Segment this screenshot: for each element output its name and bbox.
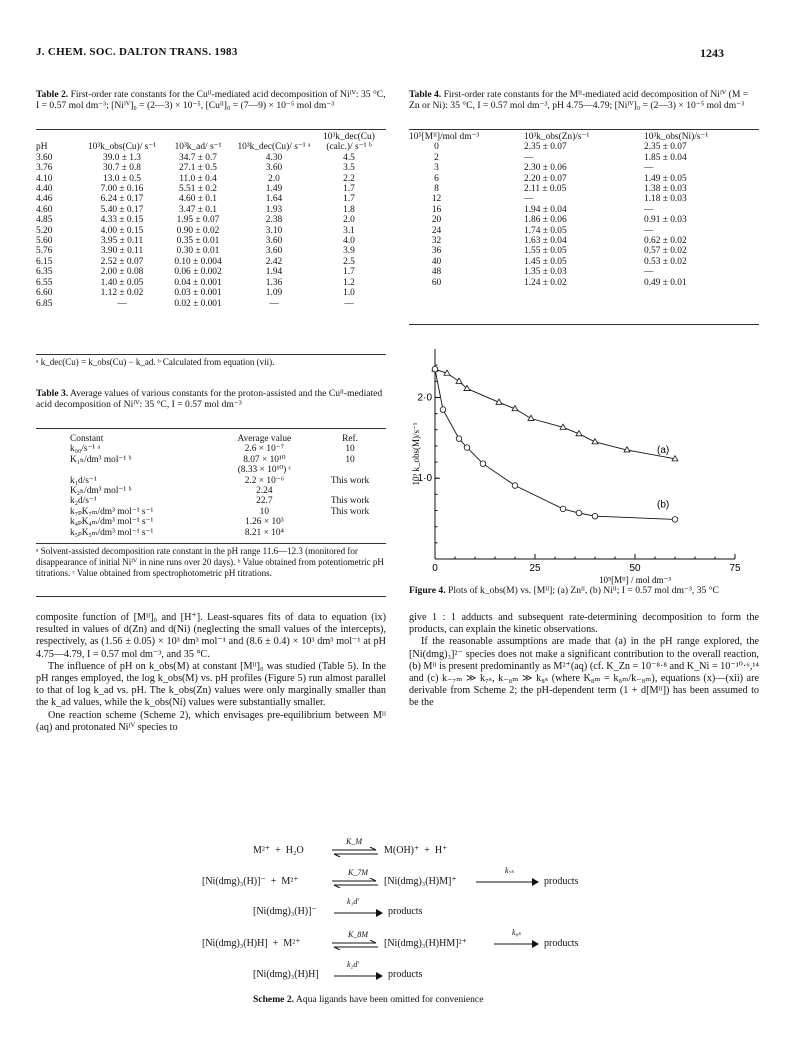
- table3-row-cell: This work: [330, 506, 370, 517]
- table4-col-header: 10³k_obs(Ni)/s⁻¹: [644, 132, 709, 142]
- table2-top-rule: [36, 129, 386, 130]
- scheme-r5-k: k₂d′: [347, 960, 360, 969]
- right-paragraph-2: If the reasonable assumptions are made that (a) in the pH range explored, the [Ni(dmg)₃]²⁻ species does not make a significant contribution to the overall reaction, (b) Mᴵᴵ is present predominantly as M²⁺(aq) (cf. K_Zn = 10⁻⁸·⁸ and K_Ni = 10⁻¹⁰·⁶,¹⁴ and (c) k₋₇ₘ ≫ k₇ₛ, k₋₈ₘ ≫ k₈ₛ (where K₈ₘ = k₈ₘ/k₋₈ₘ), equations (x)—(xii) are derivable from Scheme 2; the pH-dependent term (1 + d[Mᴵᴵ]) has been assumed to be the: [409, 636, 759, 709]
- table4-row-cell: 1.74 ± 0.05: [524, 225, 567, 236]
- table3-row-cell: k₄ₚK₄ₘ/dm³ mol⁻¹ s⁻¹: [70, 517, 154, 528]
- scheme-r4-k: K_8M: [348, 930, 368, 939]
- table3-col-header: Ref.: [342, 434, 358, 444]
- table2-row-cell: 0.35 ± 0.01: [176, 236, 220, 247]
- table3-row-cell: 1.26 × 10³: [245, 517, 284, 528]
- y-tick-label: 2·0: [417, 392, 432, 404]
- table3-header-row: [36, 434, 386, 444]
- table4-row-cell: 2: [434, 152, 439, 163]
- scheme2-caption-text: Aqua ligands have been omitted for convenience: [295, 994, 484, 1005]
- table2-row-cell: 1.94: [265, 267, 283, 278]
- right-paragraph-1: give 1 : 1 adducts and subsequent rate-determining decomposition to form the products, can explain the kinetic observations.: [409, 612, 759, 636]
- table4-row-cell: 12: [431, 194, 442, 205]
- table2-row-cell: 6.35: [36, 267, 53, 278]
- table2-row: [36, 288, 386, 298]
- table4-row-cell: 1.24 ± 0.02: [524, 277, 567, 288]
- scheme-r5-left: [Ni(dmg)₃(H)H]: [253, 969, 319, 980]
- table2-row-cell: 3.9: [343, 246, 355, 257]
- table3-row: [36, 486, 386, 496]
- table4-row-cell: 0: [434, 142, 439, 153]
- page-number: 1243: [700, 46, 724, 60]
- table2-row-cell: 39.0 ± 1.3: [103, 152, 141, 163]
- table3-row-cell: K₂ₕ/dm³ mol⁻¹ ᵇ: [70, 486, 132, 497]
- table2-row-cell: 1.95 ± 0.07: [176, 215, 220, 226]
- journal-header: J. CHEM. SOC. DALTON TRANS. 1983: [36, 46, 238, 58]
- table2-row: [36, 257, 386, 267]
- table2-row-cell: 4.40: [36, 184, 53, 195]
- left-paragraph-1: composite function of [Mᴵᴵ]₀ and [H⁺]. Least-squares fits of data to equation (ix) resulted in values of d(Zn) and d(Ni) (neglecting the small values of the intercepts), respectively, as (1.56 ± 0.05) × 10³ dm³ mol⁻¹ and (8.6 ± 0.4) × 10³ dm³ mol⁻¹ at pH 4.75—4.79, I = 0.57 mol dm⁻³, and 35 °C.: [36, 612, 386, 660]
- table4-row-cell: —: [644, 267, 654, 278]
- table2-caption: [36, 89, 386, 111]
- table3-row-cell: 22.7: [256, 496, 273, 507]
- table3-row-cell: 10: [259, 506, 270, 517]
- scheme-r2-k: K_7M: [348, 868, 368, 877]
- table3-row: [36, 476, 386, 486]
- table4-row-cell: 0.62 ± 0.02: [644, 236, 687, 247]
- table2-row-cell: 3.90 ± 0.11: [100, 246, 144, 257]
- y-axis-label: 10³ k_obs(M)/s⁻¹: [411, 422, 421, 486]
- series-b-point: [512, 483, 518, 489]
- table2-row: [36, 246, 386, 256]
- table2-row-cell: 4.85: [36, 215, 53, 226]
- table2-row-cell: 5.20: [36, 225, 53, 236]
- table4-row-cell: 36: [431, 246, 442, 257]
- table2-row: [36, 226, 386, 236]
- table4-label: Table 4.: [409, 89, 442, 100]
- table2-row-cell: 3.1: [343, 225, 355, 236]
- table4-row-cell: 24: [431, 225, 442, 236]
- table4-row-cell: 60: [431, 277, 442, 288]
- table4-row: [409, 205, 759, 215]
- table4-row: [409, 278, 759, 288]
- table4-row-cell: 2.11 ± 0.05: [524, 184, 567, 195]
- equilibrium-arrow-icon: [330, 940, 380, 950]
- table4-row-cell: —: [644, 204, 654, 215]
- table3-row: [36, 496, 386, 506]
- table4-row: [409, 153, 759, 163]
- table2-row-cell: 6.24 ± 0.17: [100, 194, 144, 205]
- scheme-r4-left: [Ni(dmg)₃(H)H] + M²⁺: [202, 938, 301, 949]
- table4-caption: [409, 89, 759, 111]
- series-b-point: [672, 517, 678, 523]
- table3-row: [36, 465, 386, 475]
- column-rule: [36, 596, 386, 597]
- series-a-point: [456, 378, 462, 383]
- table4-row-cell: 0.57 ± 0.02: [644, 246, 687, 257]
- scheme-r3-k: k₁d′: [347, 897, 360, 906]
- series-b-label: (b): [657, 499, 670, 511]
- series-a-line: [435, 369, 675, 459]
- table3-footnote: ᵃ Solvent-assisted decomposition rate constant in the pH range 11.6—12.3 (monitored for disappearance of initial Niᴵⱽ in nine runs over 20 days). ᵇ Value obtained from potentiometric pH titrations. ᶜ Value obtained from spectrophotometric pH titrations.: [36, 546, 384, 578]
- left-paragraph-3: One reaction scheme (Scheme 2), which envisages pre-equilibrium between Mᴵᴵ (aq) and protonated Niᴵⱽ species to: [36, 709, 386, 733]
- table3-row-cell: k₅ₚK₅ₘ/dm³ mol⁻¹ s⁻¹: [70, 527, 154, 538]
- forward-arrow-icon: [476, 877, 540, 887]
- table3-caption-text: Average values of various constants for the proton-assisted and the Cuᴵᴵ-mediated acid decomposition of Niᴵⱽ: 35 °C, I = 0.57 mol dm⁻³: [36, 388, 383, 410]
- table3-row-cell: 2.6 × 10⁻⁷: [244, 444, 284, 455]
- table2-row: [36, 194, 386, 204]
- table3-row-cell: k₂d/s⁻¹: [70, 496, 97, 507]
- table2-row-cell: 3.60: [265, 236, 283, 247]
- scheme-r4-mid: [Ni(dmg)₃(H)HM]²⁺: [384, 938, 467, 949]
- table4-row-cell: 2.30 ± 0.06: [524, 163, 567, 174]
- table4-row-cell: 0.91 ± 0.03: [644, 215, 687, 226]
- x-tick-label: 0: [432, 563, 438, 574]
- table2-row-cell: 11.0 ± 0.4: [179, 173, 217, 184]
- table2-row-cell: 13.0 ± 0.5: [103, 173, 141, 184]
- table3-row-cell: k₇ₚK₇ₘ/dm³ mol⁻¹ s⁻¹: [70, 506, 154, 517]
- table3-col-header: Constant: [70, 434, 104, 444]
- table3-row-cell: 2.2 × 10⁻⁶: [244, 475, 284, 486]
- table2-row: [36, 215, 386, 225]
- table2-row-cell: 2.00 ± 0.08: [100, 267, 144, 278]
- scheme-r3-left: [Ni(dmg)₃(H)]⁻: [253, 906, 317, 917]
- x-tick-label: 25: [529, 563, 541, 574]
- table3-row: [36, 444, 386, 454]
- series-a-label: (a): [657, 444, 670, 456]
- table2-row-cell: 6.15: [36, 256, 53, 267]
- table2-row-cell: 2.5: [343, 256, 355, 267]
- table2-row-cell: 6.55: [36, 277, 53, 288]
- table2-footnote: ᵃ k_dec(Cu) = k_obs(Cu) − k_ad. ᵇ Calculated from equation (vii).: [36, 357, 275, 367]
- scheme-r2-left: [Ni(dmg)₃(H)]⁻ + M²⁺: [202, 876, 299, 887]
- table3-top-rule: [36, 428, 386, 429]
- table2-row-cell: —: [344, 298, 354, 309]
- series-b-point: [456, 436, 462, 442]
- equilibrium-arrow-icon: [330, 847, 380, 857]
- table3-row-cell: This work: [330, 496, 370, 507]
- forward-arrow-icon: [494, 939, 540, 949]
- table4-bottom-rule: [409, 324, 759, 325]
- table2-row: [36, 299, 386, 309]
- right-body-text: [409, 612, 759, 710]
- table3-row: [36, 528, 386, 538]
- table3-row-cell: K₁ₕ/dm³ mol⁻¹ ᵇ: [70, 454, 132, 465]
- table2-row-cell: 0.06 ± 0.002: [174, 267, 222, 278]
- table2-row-cell: 1.40 ± 0.05: [100, 277, 144, 288]
- table4-col-header: 10³k_obs(Zn)/s⁻¹: [524, 132, 590, 142]
- series-b-point: [576, 510, 582, 516]
- scheme-r3-right: products: [388, 906, 423, 917]
- series-b-point: [464, 445, 470, 451]
- table2-row-cell: 1.64: [265, 194, 283, 205]
- table2-row-cell: 2.52 ± 0.07: [100, 256, 144, 267]
- table4-header-row: [409, 132, 759, 142]
- table2-row-cell: 0.04 ± 0.001: [174, 277, 222, 288]
- table4-row: [409, 257, 759, 267]
- table2-row-cell: 1.7: [343, 267, 355, 278]
- figure4-label: Figure 4.: [409, 585, 446, 596]
- series-b-point: [440, 407, 446, 413]
- table2-row-cell: 6.85: [36, 298, 53, 309]
- table2-row: [36, 278, 386, 288]
- table2-row-cell: 3.5: [343, 163, 355, 174]
- table4-row-cell: 1.63 ± 0.04: [524, 236, 567, 247]
- table2-caption-text: First-order rate constants for the Cuᴵᴵ-mediated acid decomposition of Niᴵⱽ: 35 °C, I = 0.57 mol dm⁻³; [Niᴵⱽ]₀ = (2—3) × 10⁻⁵, [Cuᴵᴵ]₀ = (7—9) × 10⁻⁵ mol dm⁻³: [36, 89, 386, 111]
- table3-bottom-rule: [36, 543, 386, 544]
- table2-row-cell: 4.5: [343, 152, 355, 163]
- equilibrium-arrow-icon: [330, 878, 380, 888]
- table2-header-row: [36, 132, 386, 153]
- table4-row-cell: 6: [434, 173, 439, 184]
- table2-row-cell: 34.7 ± 0.7: [179, 152, 217, 163]
- table2-col-header: 10³k_dec(Cu)/ s⁻¹ ᵃ: [237, 142, 311, 153]
- table2-row-cell: 2.38: [265, 215, 283, 226]
- table2-row-cell: 4.46: [36, 194, 53, 205]
- table2-row-cell: 3.47 ± 0.1: [179, 204, 217, 215]
- table2: [36, 132, 386, 309]
- scheme-r1-right: M(OH)⁺ + H⁺: [384, 845, 448, 856]
- table4: [409, 132, 759, 288]
- table3-row-cell: 10: [345, 454, 355, 465]
- table2-row-cell: 30.7 ± 0.8: [103, 163, 141, 174]
- table4-row-cell: 48: [431, 267, 442, 278]
- table2-col-header: 10³k_obs(Cu)/ s⁻¹: [87, 142, 157, 153]
- table2-row-cell: 3.95 ± 0.11: [100, 236, 144, 247]
- series-b-point: [432, 366, 438, 372]
- table3-col-header: Average value: [237, 434, 292, 444]
- table3-row: [36, 507, 386, 517]
- table3-row-cell: This work: [330, 475, 370, 486]
- table4-row-cell: 2.35 ± 0.07: [644, 142, 687, 153]
- table4-row: [409, 267, 759, 277]
- table2-row-cell: 4.60 ± 0.1: [179, 194, 217, 205]
- table4-caption-text: First-order rate constants for the Mᴵᴵ-mediated acid decomposition of Niᴵⱽ (M = Zn or Ni): 35 °C, I = 0.57 mol dm⁻³, pH 4.75—4.79; [Niᴵⱽ]₀ = (2—3) × 10⁻⁵ mol dm⁻³: [409, 89, 749, 111]
- table2-row: [36, 153, 386, 163]
- table2-row-cell: 3.10: [265, 225, 283, 236]
- table2-col-header: 10³k_dec(Cu) (calc.)/ s⁻¹ ᵇ: [323, 132, 375, 153]
- table2-row-cell: 0.10 ± 0.004: [174, 256, 222, 267]
- table2-row-cell: 5.60: [36, 236, 53, 247]
- table4-row-cell: 40: [431, 256, 442, 267]
- table3-row: [36, 455, 386, 465]
- x-tick-label: 50: [629, 563, 641, 574]
- table4-row-cell: 0.49 ± 0.01: [644, 277, 687, 288]
- table3-row-cell: 8.21 × 10⁴: [244, 527, 284, 538]
- series-b-point: [592, 513, 598, 519]
- table2-row-cell: 3.60: [265, 246, 283, 257]
- table2-row: [36, 163, 386, 173]
- table4-row-cell: 1.49 ± 0.05: [644, 173, 687, 184]
- table2-col-header: 10³k_ad/ s⁻¹: [174, 142, 222, 153]
- scheme-r2-mid: [Ni(dmg)₃(H)M]⁺: [384, 876, 457, 887]
- series-b-point: [480, 461, 486, 467]
- table2-row-cell: 5.76: [36, 246, 53, 257]
- table3-row-cell: [314, 528, 386, 538]
- table2-row: [36, 236, 386, 246]
- table2-row: [36, 205, 386, 215]
- scheme2-caption: [253, 994, 483, 1005]
- table4-row-cell: 20: [431, 215, 442, 226]
- table2-row-cell: 5.51 ± 0.2: [179, 184, 217, 195]
- table3-caption: [36, 388, 386, 410]
- table4-row-cell: 1.94 ± 0.04: [524, 204, 567, 215]
- left-paragraph-2: The influence of pH on k_obs(M) at constant [Mᴵᴵ]₀ was studied (Table 5). In the pH ranges employed, the log k_obs(M) vs. pH profiles (Figure 5) run almost parallel to that of log k_ad vs. pH. The k_obs(Zn) values were only marginally smaller than the k_ad values, while the k_obs(Ni) values were substantially smaller.: [36, 660, 386, 709]
- table3-row-cell: [36, 465, 215, 475]
- table2-row-cell: 4.60: [36, 204, 53, 215]
- table4-row: [409, 163, 759, 173]
- table3-row-cell: (8.33 × 10¹⁰) ᶜ: [237, 465, 291, 476]
- table2-row-cell: 2.0: [343, 215, 355, 226]
- series-a-point: [528, 415, 534, 420]
- table4-row-cell: 1.85 ± 0.04: [644, 152, 687, 163]
- table4-row-cell: 1.86 ± 0.06: [524, 215, 567, 226]
- table4-row: [409, 184, 759, 194]
- table2-row-cell: 3.60: [265, 163, 283, 174]
- series-b-line: [435, 369, 675, 519]
- table4-row-cell: 3: [434, 163, 439, 174]
- series-b-point: [560, 506, 566, 512]
- table2-row-cell: 0.03 ± 0.001: [174, 288, 222, 299]
- table2-row-cell: —: [269, 298, 279, 309]
- table3-row-cell: k₁d/s⁻¹: [70, 475, 97, 486]
- table2-label: Table 2.: [36, 89, 69, 100]
- table4-row-cell: 1.55 ± 0.05: [524, 246, 567, 257]
- table4-row-cell: 32: [431, 236, 442, 247]
- table2-row-cell: 1.09: [265, 288, 283, 299]
- table4-row-cell: 1.35 ± 0.03: [524, 267, 567, 278]
- table2-row: [36, 184, 386, 194]
- table2-row: [36, 174, 386, 184]
- table3-row-cell: [314, 465, 386, 475]
- table2-row-cell: 4.0: [343, 236, 355, 247]
- table3-row-cell: 10: [345, 444, 355, 455]
- table4-row-cell: 1.38 ± 0.03: [644, 184, 687, 195]
- table4-row-cell: —: [524, 152, 534, 163]
- table2-row-cell: 0.30 ± 0.01: [176, 246, 220, 257]
- table2-row-cell: 0.02 ± 0.001: [174, 298, 222, 309]
- table2-col-header: pH: [36, 142, 48, 153]
- table4-row: [409, 142, 759, 152]
- scheme-r2-k2: k₇ₛ: [505, 866, 515, 875]
- table2-row-cell: 1.93: [265, 204, 283, 215]
- table2-row-cell: 2.0: [268, 173, 280, 184]
- table2-row-cell: 4.33 ± 0.15: [100, 215, 144, 226]
- table4-row: [409, 215, 759, 225]
- table2-row-cell: 7.00 ± 0.16: [100, 184, 144, 195]
- table2-row-cell: 1.2: [343, 277, 355, 288]
- table2-row-cell: —: [117, 298, 127, 309]
- table2-row-cell: 4.00 ± 0.15: [100, 225, 144, 236]
- table2-row-cell: 1.8: [343, 204, 355, 215]
- table4-col-header: 10⁵[Mᴵᴵ]/mol dm⁻³: [409, 132, 480, 142]
- left-body-text: [36, 612, 386, 734]
- table4-row: [409, 246, 759, 256]
- table2-row-cell: 1.36: [265, 277, 283, 288]
- table3-label: Table 3.: [36, 388, 69, 399]
- table2-row-cell: 6.60: [36, 288, 53, 299]
- forward-arrow-icon: [334, 908, 384, 918]
- table2-row-cell: 5.40 ± 0.17: [100, 204, 144, 215]
- table2-row-cell: 3.76: [36, 163, 53, 174]
- table3-row-cell: [314, 517, 386, 527]
- figure4-caption: [409, 585, 759, 596]
- table3-row-cell: 2.24: [256, 486, 273, 497]
- table4-row-cell: 1.18 ± 0.03: [644, 194, 687, 205]
- table2-row-cell: 27.1 ± 0.5: [179, 163, 217, 174]
- scheme-r1-k: K_M: [346, 837, 362, 846]
- table4-row-cell: —: [524, 194, 534, 205]
- table2-row-cell: 4.30: [265, 152, 283, 163]
- table2-row-cell: 0.90 ± 0.02: [176, 225, 220, 236]
- table4-row-cell: 2.20 ± 0.07: [524, 173, 567, 184]
- table2-row-cell: 1.12 ± 0.02: [100, 288, 144, 299]
- table3-row-cell: [314, 486, 386, 496]
- table2-row-cell: 2.42: [265, 256, 283, 267]
- table4-row-cell: —: [644, 225, 654, 236]
- table2-row-cell: 1.7: [343, 184, 355, 195]
- scheme-r4-right: products: [544, 938, 579, 949]
- scheme-r5-right: products: [388, 969, 423, 980]
- table2-row-cell: 3.60: [36, 152, 53, 163]
- table4-row: [409, 194, 759, 204]
- x-tick-label: 75: [729, 563, 741, 574]
- table3-row-cell: 8.07 × 10¹⁰: [243, 454, 286, 465]
- table4-row: [409, 174, 759, 184]
- table4-row-cell: 1.45 ± 0.05: [524, 256, 567, 267]
- figure4-caption-text: Plots of k_obs(M) vs. [Mᴵᴵ]; (a) Znᴵᴵ, (b) Niᴵᴵ; I = 0.57 mol dm⁻³, 35 °C: [448, 585, 719, 596]
- table2-row-cell: 1.0: [343, 288, 355, 299]
- table2-row-cell: 2.2: [343, 173, 355, 184]
- table4-row: [409, 236, 759, 246]
- x-axis-label: 10⁵[Mᴵᴵ] / mol dm⁻³: [599, 575, 671, 585]
- forward-arrow-icon: [334, 971, 384, 981]
- table2-bottom-rule: [36, 354, 386, 355]
- table2-row: [36, 267, 386, 277]
- table3-row-cell: k₀₀/s⁻¹ ᵃ: [70, 444, 101, 455]
- table2-row-cell: 4.10: [36, 173, 53, 184]
- table4-row-cell: 16: [431, 204, 442, 215]
- table2-row-cell: 1.7: [343, 194, 355, 205]
- table4-row-cell: 2.35 ± 0.07: [524, 142, 567, 153]
- table3: [36, 434, 386, 538]
- table3-row: [36, 517, 386, 527]
- scheme-r1-left: M²⁺ + H₂O: [253, 845, 304, 856]
- figure4-chart: [405, 345, 760, 585]
- table4-top-rule: [409, 129, 759, 130]
- scheme-r4-k2: k₈ₛ: [512, 928, 522, 937]
- y-tick-label: 1·0: [417, 473, 432, 485]
- table4-row-cell: 0.53 ± 0.02: [644, 256, 687, 267]
- table4-row-cell: 8: [434, 184, 439, 195]
- scheme-r2-right: products: [544, 876, 579, 887]
- table4-row-cell: —: [644, 163, 654, 174]
- scheme2-label: Scheme 2.: [253, 994, 295, 1005]
- table4-row: [409, 226, 759, 236]
- table2-row-cell: 1.49: [265, 184, 283, 195]
